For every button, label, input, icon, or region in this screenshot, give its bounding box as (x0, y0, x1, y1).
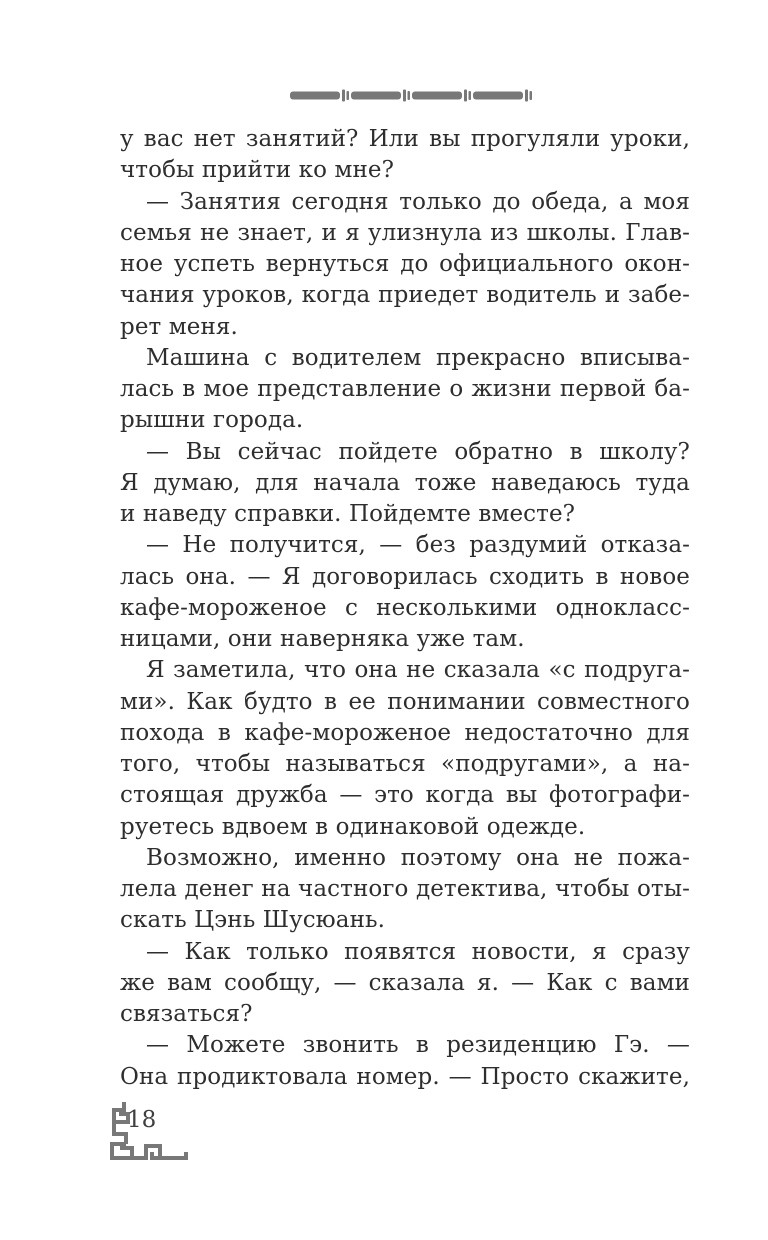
text-line: — Как только появятся новости, я сразу (146, 938, 690, 965)
page-number: 18 (127, 1107, 157, 1133)
text-line: Машина с водителем прекрасно вписыва- (146, 344, 690, 371)
text-line: лась она. — Я договорилась сходить в новое (120, 563, 690, 590)
text-line: ницами, они наверняка уже там. (120, 626, 525, 652)
text-line: же вам сообщу, — сказала я. — Как с вами (120, 969, 690, 996)
page-text (120, 124, 690, 1093)
text-line: связаться? (120, 1001, 253, 1027)
text-line: рет меня. (120, 313, 238, 340)
text-line: чания уроков, когда приедет водитель и забе- (120, 282, 690, 309)
text-line: кафе-мороженое с несколькими однокласс- (120, 594, 690, 621)
bamboo-divider-svg (290, 89, 534, 102)
text-line: рышни города. (120, 407, 304, 434)
text-line: — Можете звонить в резиденцию Гэ. — (146, 1032, 690, 1059)
text-line: и наведу справки. Пойдемте вместе? (120, 501, 576, 527)
text-line: — Занятия сегодня только до обеда, а моя (146, 188, 690, 215)
text-line: — Не получится, — без раздумий отказа- (146, 532, 690, 559)
text-line: Возможно, именно поэтому она не пожа- (146, 844, 690, 871)
text-line: чтобы прийти ко мне? (120, 157, 395, 184)
text-line: лась в мое представление о жизни первой ба- (120, 376, 690, 402)
text-line: лела денег на частного детектива, чтобы оты- (120, 876, 690, 902)
text-line: Она продиктовала номер. — Просто скажите, (120, 1063, 690, 1090)
text-line: — Вы сейчас пойдете обратно в школу? (146, 438, 690, 465)
text-line: Я думаю, для начала тоже наведаюсь туда (120, 469, 690, 496)
text-line: у вас нет занятий? Или вы прогуляли уроки, (120, 126, 690, 152)
text-line: Я заметила, что она не сказала «с подруга- (146, 657, 690, 684)
text-line: руетесь вдвоем в одинаковой одежде. (120, 813, 586, 840)
text-line: похода в кафе-мороженое недостаточно для (120, 719, 690, 746)
text-line: семья не знает, и я улизнула из школы. Глав- (120, 219, 690, 246)
text-line: ное успеть вернуться до официального окон- (120, 251, 690, 277)
text-line: того, чтобы называться «подругами», а на- (120, 751, 690, 777)
text-line: скать Цэнь Шусюань. (120, 907, 386, 934)
bamboo-divider-ornament (290, 87, 534, 100)
text-line: ми». Как будто в ее понимании совместного (120, 688, 690, 715)
text-line: стоящая дружба — это когда вы фотографи- (120, 782, 690, 809)
